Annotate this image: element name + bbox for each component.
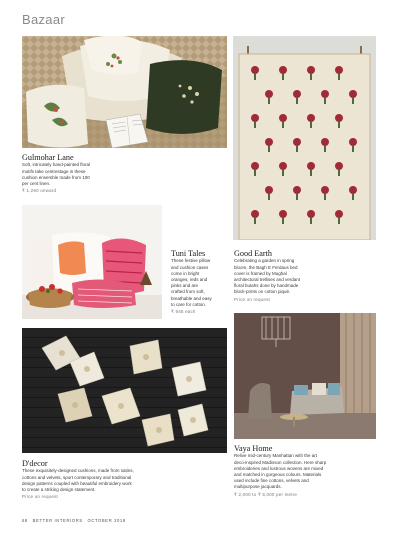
page-number: 68 [22, 518, 28, 523]
caption-body: These festive pillow and cushion cases come in bright oranges, reds and pinks and are crafted from soft, breathable and easy to care for cotton. [171, 258, 212, 307]
vaya-home-caption [234, 444, 376, 498]
tuni-tales-photo [22, 205, 162, 319]
caption-title: Tuni Tales [171, 249, 206, 258]
ddecor-caption [22, 459, 227, 499]
tuni-tales-caption [171, 249, 231, 315]
caption-title: Gulmohar Lane [22, 153, 74, 162]
caption-body: Relive mid-century Manhattan with the art deco-inspired Madisson collection. Here sharp embroideries and lustrous wovens are mixed and matched in gorgeous colours. Materials used include fine cottons, velvets and multipurpose jacquards. [234, 453, 327, 490]
gulmohar-lane-photo [22, 36, 227, 148]
issue-date: OCTOBER 2018 [87, 518, 126, 523]
caption-body: These exquisitely-designed cushions, made from satins, cottons and velvets, sport contemporary and traditional design patterns coupled with beautiful embroidery work to create a striking design statement. [22, 468, 134, 493]
good-earth-photo [233, 36, 376, 240]
caption-price: ₹ 2,000 to ₹ 5,000 per metre [234, 491, 298, 497]
caption-price: ₹ 945 each [171, 309, 196, 315]
magazine-name: BETTER INTERIORS [32, 518, 83, 523]
caption-title: D'decor [22, 459, 48, 468]
caption-price: Price on request [22, 494, 58, 500]
caption-price: ₹ 1,290 onward [22, 188, 57, 194]
caption-title: Vaya Home [234, 444, 273, 453]
caption-body: Soft, intricately hand-painted floral motifs take centrestage in these cushion ensemble made from 100 per cent linen. [22, 162, 91, 187]
vaya-home-photo [234, 313, 376, 439]
caption-body: Celebrating a garden in spring bloom, the Bagh E Ferdaus bed cover is framed by Mughal architectural trellises and verdant floral butahs done by handmade block-prints on cotton piqué. [234, 258, 301, 295]
caption-title: Good Earth [234, 249, 272, 258]
ddecor-photo [22, 328, 227, 453]
section-title: Bazaar [22, 12, 65, 27]
good-earth-caption [234, 249, 376, 302]
page-footer [22, 518, 126, 523]
caption-price: Price on request [234, 296, 270, 302]
gulmohar-lane-caption [22, 153, 132, 194]
